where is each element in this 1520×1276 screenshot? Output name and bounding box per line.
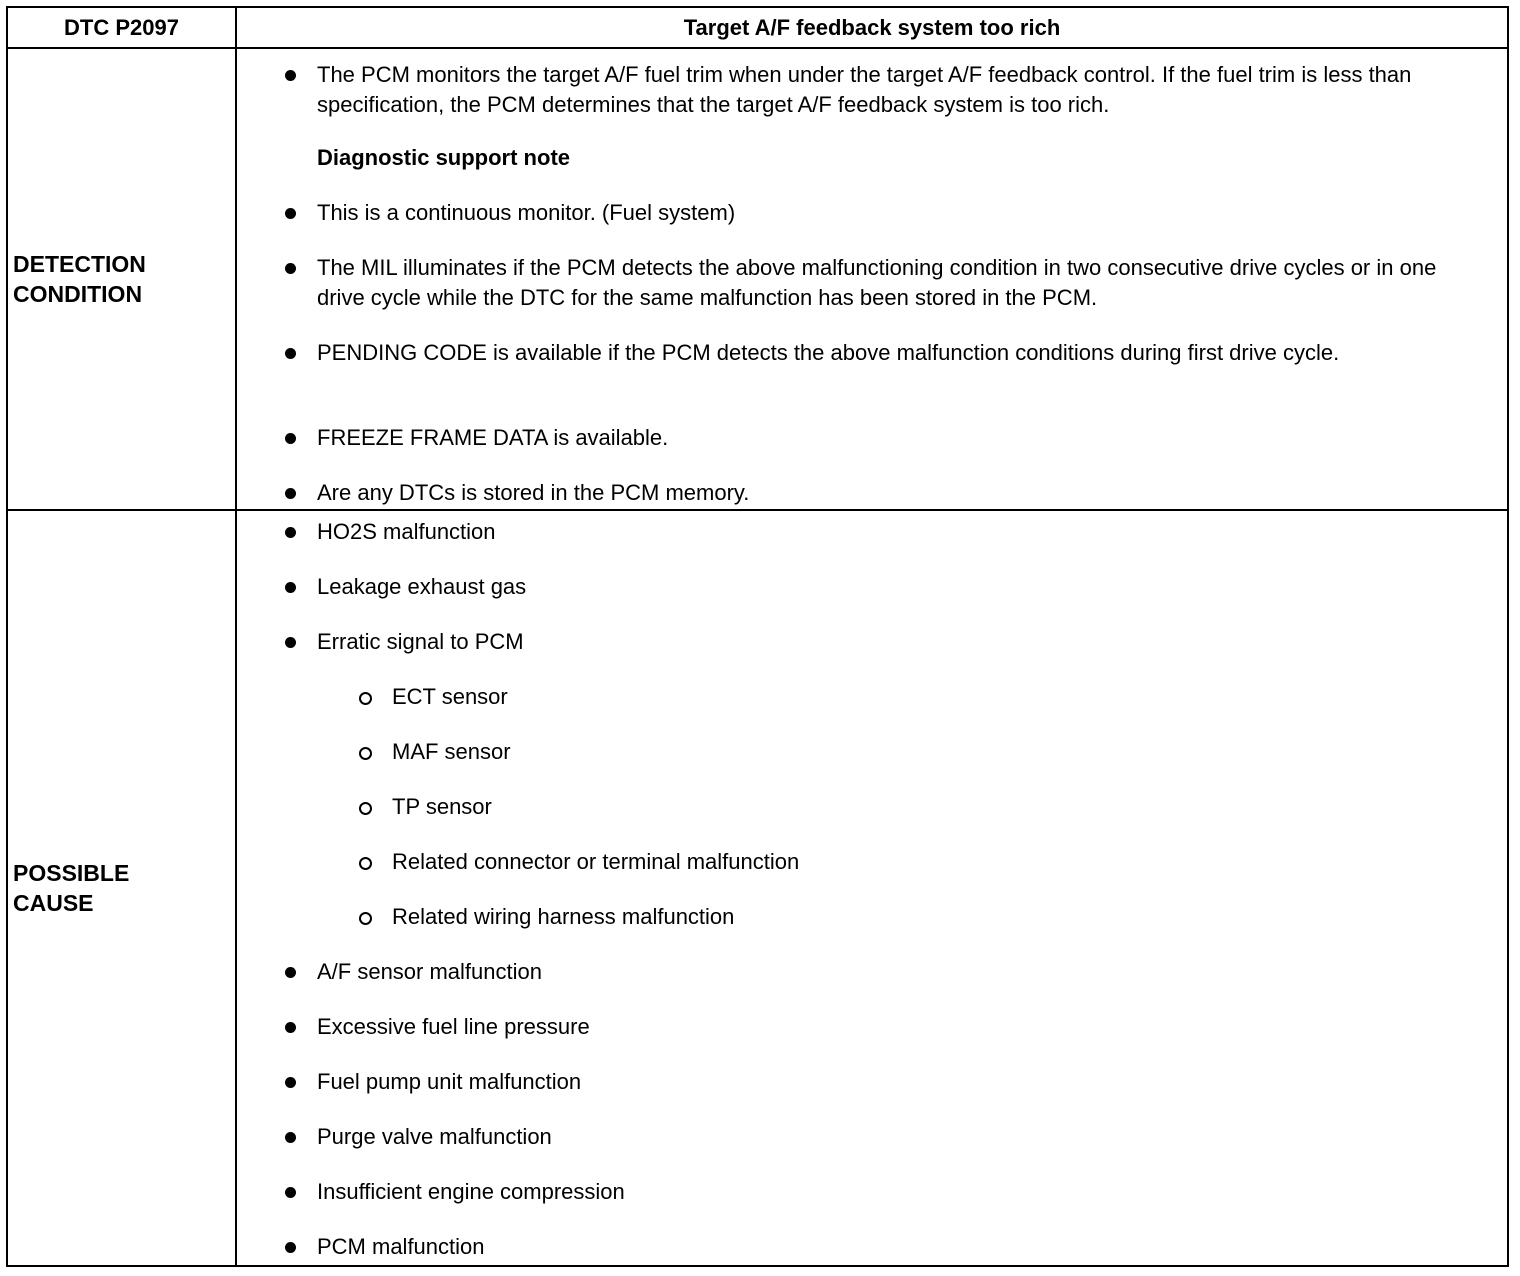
bullet-icon bbox=[285, 208, 296, 219]
hollow-bullet-icon bbox=[359, 692, 372, 705]
detection-label-line2: CONDITION bbox=[13, 281, 143, 307]
bullet-icon bbox=[285, 582, 296, 593]
bullet-icon bbox=[285, 1187, 296, 1198]
hollow-bullet-icon bbox=[359, 912, 372, 925]
bullet-icon bbox=[285, 488, 296, 499]
bullet-icon bbox=[285, 1242, 296, 1253]
cause-content: HO2S malfunction Leakage exhaust gas Erratic signal to PCM ECT sensor MAF sensor TP sensor Related connector or terminal malfunction Related wiring harness malfunction A/F sensor malfunction Excessive fuel line pressure Fuel pump unit malfunction Purge valve malfunction Insufficient engine compression PCM malfunction bbox=[236, 510, 1508, 1266]
bullet-icon bbox=[285, 1077, 296, 1088]
detection-label-line1: DETECTION bbox=[13, 251, 146, 277]
bullet-icon bbox=[285, 1132, 296, 1143]
detection-label bbox=[7, 48, 236, 510]
cause-label-line2: CAUSE bbox=[13, 890, 94, 916]
bullet-icon bbox=[285, 637, 296, 648]
hollow-bullet-icon bbox=[359, 747, 372, 760]
detection-content: The PCM monitors the target A/F fuel trim when under the target A/F feedback control. If the fuel trim is less than specification, the PCM determines that the target A/F feedback system is too rich. Diagnostic support note This is a continuous monitor. (Fuel system) The MIL illuminates if the PCM detects the above malfunctioning condition in two consecutive drive cycles or in one drive cycle while the DTC for the same malfunction has been stored in the PCM. PENDING CODE is available if the PCM detects the above malfunction conditions during first drive cycle. FREEZE FRAME DATA is available. Are any DTCs is stored in the PCM memory. bbox=[236, 48, 1508, 510]
cause-row bbox=[7, 510, 1508, 1266]
bullet-icon bbox=[285, 70, 296, 81]
bullet-icon bbox=[285, 1022, 296, 1033]
detection-row bbox=[7, 48, 1508, 510]
bullet-icon bbox=[285, 348, 296, 359]
bullet-icon bbox=[285, 433, 296, 444]
bullet-icon bbox=[285, 967, 296, 978]
cause-label-line1: POSSIBLE bbox=[13, 860, 130, 886]
cause-label bbox=[7, 510, 236, 1266]
dtc-table bbox=[6, 6, 1509, 1267]
hollow-bullet-icon bbox=[359, 802, 372, 815]
bullet-icon bbox=[285, 263, 296, 274]
dtc-title: Target A/F feedback system too rich bbox=[236, 7, 1508, 48]
dtc-code: DTC P2097 bbox=[7, 7, 236, 48]
header-row bbox=[7, 7, 1508, 48]
hollow-bullet-icon bbox=[359, 857, 372, 870]
bullet-icon bbox=[285, 527, 296, 538]
